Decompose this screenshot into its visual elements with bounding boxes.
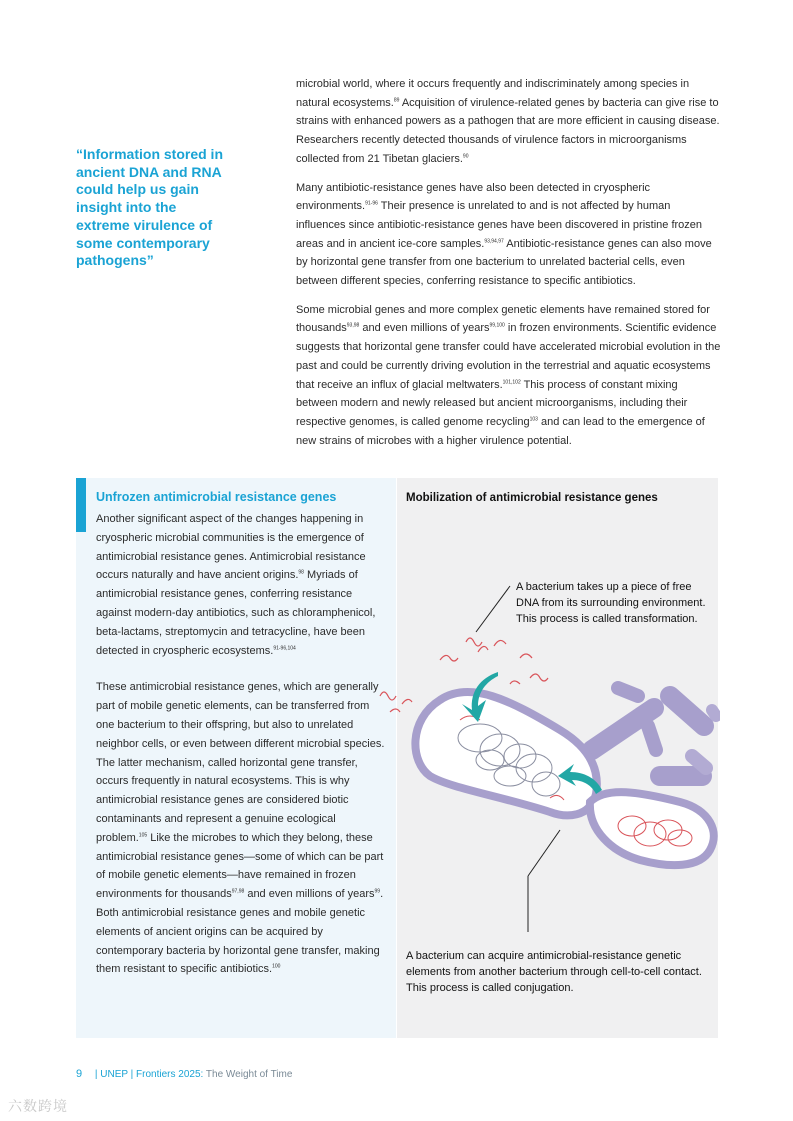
citation-ref: 101,102 xyxy=(502,378,521,385)
figure-title: Mobilization of antimicrobial resistance genes xyxy=(406,492,658,504)
text-run: and even millions of years xyxy=(359,322,490,335)
text-run: and even millions of years xyxy=(244,888,375,901)
page-footer xyxy=(76,1068,292,1080)
sidebar-title: Unfrozen antimicrobial resistance genes xyxy=(96,490,337,504)
text-run: microbial world, where it occurs frequently and indiscriminately among species in natural ecosystems. xyxy=(296,78,690,109)
main-paragraph xyxy=(296,75,721,169)
citation-ref: 99 xyxy=(374,888,381,895)
citation-ref: 89 xyxy=(393,97,400,104)
text-run: . Both antimicrobial resistance genes and mobile genetic elements of ancient origins can be acquired by contemporary bacteria by horizontal gene transfer, making them resistant to specific antibiotics. xyxy=(96,888,384,976)
sidebar-paragraph xyxy=(96,510,388,660)
text-run: This process of constant mixing between modern and newly released but ancient microorganisms, including their respective genomes, is called genome recycling xyxy=(296,378,688,428)
text-run: These antimicrobial resistance genes, which are generally part of mobile genetic elements, can be transferred from one bacterium to their offspring, but also to unrelated neighbor cells, or even between different microbial species. The latter mechanism, called horizontal gene transfer, occurs frequently in natural ecosystems. This is why antimicrobial resistance genes are considered biotic contaminants and represent a genuine ecological problem. xyxy=(96,681,385,844)
watermark: 六数跨境 xyxy=(8,1098,68,1114)
bacterium-cell xyxy=(415,692,596,815)
citation-ref: 91-96 xyxy=(365,200,378,207)
text-run: Antibiotic-resistance genes can also move by horizontal gene transfer from one bacterium to unrelated bacterial cells, even between different species, conferring resistance to specific antibiotics. xyxy=(296,237,712,288)
citation-ref: 103 xyxy=(529,416,538,423)
background-bacteria xyxy=(592,688,716,776)
text-run: Their presence is unrelated to and is not affected by human influences since antibiotic-resistance genes have been discovered in pristine frozen areas and in ancient ice-core samples. xyxy=(296,200,703,250)
citation-ref: 91-96,104 xyxy=(273,644,296,651)
main-paragraph xyxy=(296,179,721,291)
text-run: in frozen environments. Scientific evidence suggests that horizontal gene transfer could have accelerated microbial evolution in the past and could be currently driving evolution in the terrestrial and aquatic ecosystems that receive an influx of glacial meltwaters. xyxy=(296,322,721,391)
text-run: Like the microbes to which they belong, these antimicrobial resistance genes—some of which can be part of mobile genetic elements—have remained in frozen environments for thousands xyxy=(96,831,384,901)
citation-ref: 97,98 xyxy=(231,888,245,895)
text-run: and can lead to the emergence of new strains of microbes with a higher virulence potential. xyxy=(296,415,705,447)
main-body-text xyxy=(296,75,721,460)
text-run: Acquisition of virulence-related genes by bacteria can give rise to strains with enhanced powers as a pathogen that are more efficient in causing disease. Researchers recently detected thousands of virulence factors in microorganisms collected from 21 Tibetan glaciers. xyxy=(296,96,720,165)
pull-quote: “Information stored in ancient DNA and RNA could help us gain insight into the extreme virulence of some contemporary pathogens” xyxy=(76,146,223,269)
citation-ref: 93,94,97 xyxy=(484,237,504,244)
main-paragraph xyxy=(296,301,721,451)
citation-ref: 93,98 xyxy=(346,322,360,329)
citation-ref: 105 xyxy=(138,832,148,839)
text-run: Some microbial genes and more complex genetic elements have remained stored for thousands xyxy=(296,303,710,335)
page-number: 9 xyxy=(76,1068,83,1080)
sidebar-paragraph xyxy=(96,678,388,979)
leader-line-top xyxy=(476,586,510,632)
publication-name: | UNEP | Frontiers 2025: xyxy=(94,1069,204,1080)
text-run: Myriads of antimicrobial resistance genes, conferring resistance against modern-day antibiotics, such as chloramphenicol, beta-lactams, streptomycin and tetracycline, have been detected in cryospheric ecosystems. xyxy=(96,569,376,657)
leader-line-bottom-diag xyxy=(528,830,560,876)
publication-subtitle: The Weight of Time xyxy=(203,1069,293,1080)
citation-ref: 90 xyxy=(462,153,469,160)
sidebar-accent-bar xyxy=(76,478,86,532)
text-run: Another significant aspect of the changes happening in cryospheric microbial communities is the emergence of antimicrobial resistance genes. Antimicrobial resistance occurs naturally and have ancient origins. xyxy=(96,513,366,582)
conjugating-bacterium xyxy=(590,792,714,865)
figure-caption-transformation: A bacterium takes up a piece of free DNA from its surrounding environment. This process is called transformation. xyxy=(516,581,706,625)
citation-ref: 98 xyxy=(298,569,304,576)
citation-ref: 99,100 xyxy=(489,322,505,329)
text-run: Many antibiotic-resistance genes have also been detected in cryospheric environments. xyxy=(296,181,651,213)
bacteria-illustration xyxy=(370,580,720,940)
figure-caption-conjugation: A bacterium can acquire antimicrobial-resistance genetic elements from another bacterium through cell-to-cell contact. This process is called conjugation. xyxy=(406,950,702,994)
citation-ref: 100 xyxy=(272,963,281,970)
sidebar-body xyxy=(96,510,388,997)
